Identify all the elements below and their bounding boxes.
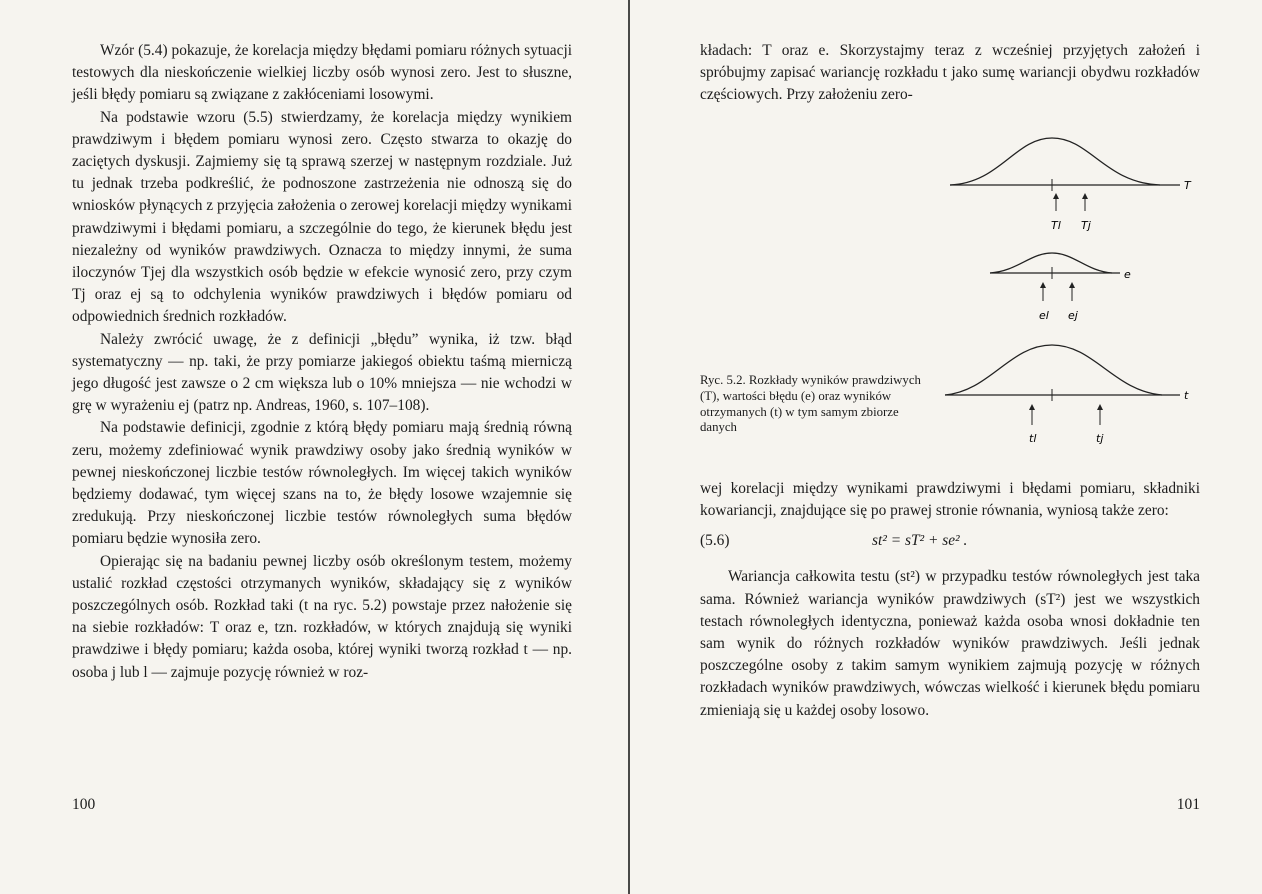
T-curve [950, 138, 1160, 185]
left-paragraph-4: Na podstawie definicji, zgodnie z którą błędy pomiaru mają średnią równą zeru, możemy zdefiniować wynik prawdziwy osoby jako średnią wyników w pewnej nieskończonej liczbie testów równoległych. Im więcej takich wyników będziemy dodawać, tym więcej szans na to, że błędy losowe wzajemnie się zredukują. Przy nieskończonej liczbie testów równoległych suma błędów pomiaru będzie wynosiła zero. [72, 419, 572, 548]
Tl-label: Tl [1051, 219, 1061, 232]
right-page-number: 101 [1176, 796, 1200, 813]
tj-arrowhead [1097, 404, 1103, 410]
e-axis-label: e [1124, 268, 1131, 281]
e-curve [990, 253, 1112, 273]
t-curve [945, 345, 1162, 395]
tl-arrowhead [1029, 404, 1035, 410]
t-axis-label: t [1184, 389, 1189, 402]
equation-5-6 [700, 532, 1200, 550]
Tl-arrowhead [1053, 193, 1059, 199]
right-page-top [700, 40, 1200, 107]
left-page [72, 40, 572, 684]
book-gutter [628, 0, 630, 894]
left-page-number: 100 [72, 796, 96, 813]
Tj-arrowhead [1082, 193, 1088, 199]
T-axis-label: T [1184, 179, 1191, 192]
right-top-paragraph: kładach: T oraz e. Skorzystajmy teraz z wcześniej przyjętych założeń i spróbujmy zapisać wariancję rozkładu t jako sumę wariancji obydwu rozkładów częściowych. Przy założeniu zero- [700, 42, 1200, 104]
el-arrowhead [1040, 282, 1046, 288]
left-paragraph-3: Należy zwrócić uwagę, że z definicji „błędu” wynika, iż tzw. błąd systematyczny — np. taki, że przy pomiarze jakiegoś obiektu taśmą mierniczą jego długość jest zawsze o 2 cm większa lub o 10% mniejsza — nie wchodzi w grę w wyrażeniu ej (patrz np. Andreas, 1960, s. 107–108). [72, 330, 572, 415]
equation-expression: st² = sT² + se² . [872, 532, 968, 550]
figure-5-2 [700, 133, 1200, 453]
left-paragraph-2: Na podstawie wzoru (5.5) stwierdzamy, że korelacja między wynikiem prawdziwym i błędem pomiaru wynosi zero. Często stwarza to okazję do zaciętych dyskusji. Zajmiemy się tą sprawą szerzej w następnym rozdziale. Już tu jednak trzeba podkreślić, że podnoszone zastrzeżenia nie odnoszą się do wniosków płynących z przyjęcia założenia o zerowej korelacji między wynikami prawdziwymi i błędami pomiaru, a szczególnie do tego, że kierunek błędu jest niezależny od wyników prawdziwych. Oznacza to między innymi, że suma iloczynów Tjej dla wszystkich osób będzie w efekcie wynosić zero, przy czym Tj oraz ej są to odchylenia wyników prawdziwych i błędów pomiaru od odpowiednich średnich rozkładów. [72, 108, 572, 326]
equation-label: (5.6) [700, 532, 730, 550]
Tj-label: Tj [1081, 219, 1091, 232]
right-after-paragraph: wej korelacji między wynikami prawdziwymi i błędami pomiaru, składniki kowariancji, znajdujące się po prawej stronie równania, wyniosą także zero: [700, 480, 1200, 520]
tj-label: tj [1096, 432, 1104, 445]
ej-label: ej [1068, 309, 1078, 322]
el-label: el [1039, 309, 1049, 322]
right-final-paragraph: Wariancja całkowita testu (st²) w przypadku testów równoległych jest taka sama. Również wariancja wyników prawdziwych (sT²) jest we wszystkich testach równoległych identyczna, ponieważ każda osoba wnosi dokładnie ten sam wynik do różnych rozkładów wyników prawdziwych. Jeśli jednak poszczególne osoby z takim samym wynikiem zajmują pozycję w różnych rozkładach wyników prawdziwych, wówczas wielkość i kierunek błędu pomiaru zmieniają się u każdej osoby losowo. [700, 568, 1200, 719]
right-page-bottom [700, 478, 1200, 722]
tl-label: tl [1029, 432, 1037, 445]
ej-arrowhead [1069, 282, 1075, 288]
left-paragraph-5: Opierając się na badaniu pewnej liczby osób określonym testem, możemy ustalić rozkład częstości otrzymanych wyników, składający się z wyników poszczególnych osób. Rozkład taki (t na ryc. 5.2) powstaje przez nałożenie się na siebie rozkładów: T oraz e, tzn. rozkładów, w których znajdują się wyniki prawdziwe i błędy pomiaru; każda osoba, której wyniki tworzą rozkład t — np. osoba j lub l — zajmuje pozycję również w roz- [72, 552, 572, 681]
figure-caption: Ryc. 5.2. Rozkłady wyników prawdziwych (T), wartości błędu (e) oraz wyników otrzymanych (t) w tym samym zbiorze danych [700, 373, 921, 435]
left-paragraph-1: Wzór (5.4) pokazuje, że korelacja między błędami pomiaru różnych sytuacji testowych dla nieskończenie wielkiej liczby osób wynosi zero. Jest to słuszne, jeśli błędy pomiaru są związane z zakłóceniami losowymi. [72, 42, 572, 104]
